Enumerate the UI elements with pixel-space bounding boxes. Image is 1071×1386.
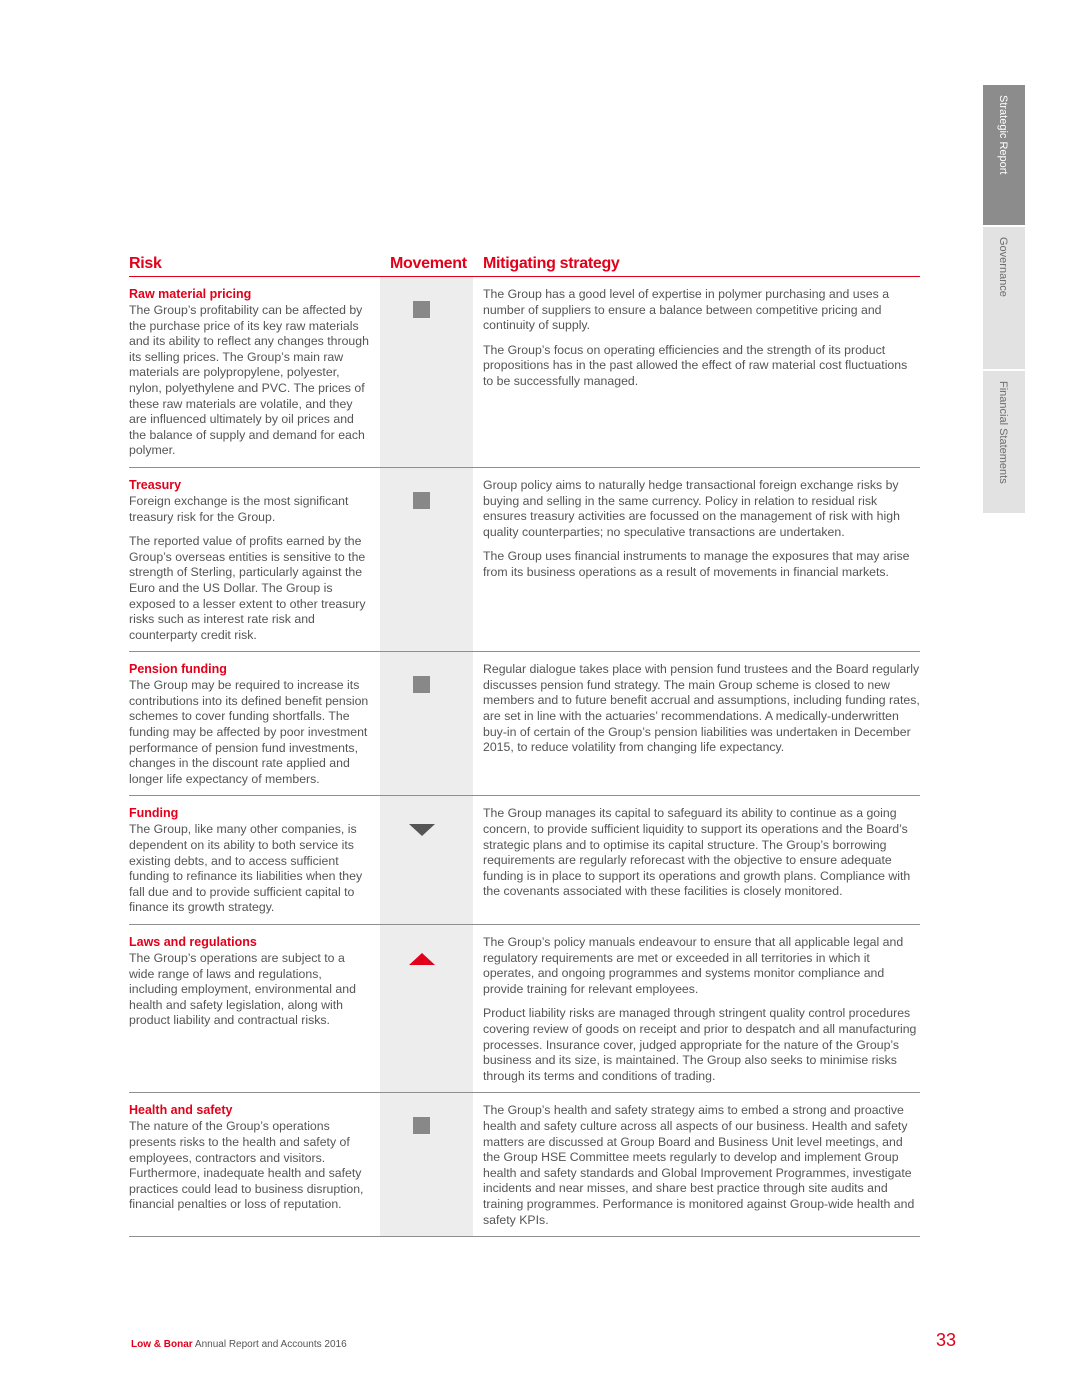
- header-risk: Risk: [129, 255, 162, 272]
- mitigating-cell: [473, 925, 920, 1092]
- mitigating-text: Product liability risks are managed through stringent quality control procedures covering review of goods on receipt and prior to despatch and all manufacturing processes. Insurance cover, judged appropriate for the nature of the Group’s business and its size, is maintained. The Group also seeks to minimise risks through its terms and conditions of trading.: [483, 1006, 917, 1083]
- movement-cell: [380, 1093, 473, 1236]
- risk-title: Raw material pricing: [129, 287, 252, 301]
- footer: [131, 1339, 347, 1350]
- mitigating-text: The Group manages its capital to safeguard its ability to continue as a going concern, to provide sufficient liquidity to support its operations and the Board’s strategic plans and to optimise its capital structure. The Group’s borrowing requirements are regularly reforecast with the objective to ensure adequate funding is in place to support its operations and growth plans. Compliance with the covenants associated with these facilities is closely monitored.: [483, 806, 911, 899]
- mitigating-text: The Group’s health and safety strategy aims to embed a strong and proactive health and safety culture across all aspects of our business. Health and safety matters are discussed at Group Board and Business Unit level meetings, and the Group HSE Committee meets regularly to develop and implement Group health and safety standards and Global Improvement Programmes, investigate incidents and near misses, and share best practice through site audits and training programmes. Performance is monitored against Group-wide health and safety KPIs.: [483, 1103, 915, 1227]
- risk-description: The Group’s profitability can be affected by the purchase price of its key raw materials and its ability to reflect any changes through its selling prices. The Group’s main raw materials are polypropylene, polyester, nylon, polyethylene and PVC. The prices of these raw materials are volatile, and they are influenced ultimately by oil prices and the balance of supply and demand for each polymer.: [129, 303, 369, 458]
- no-change-square-icon: [413, 1117, 430, 1134]
- table-row: [129, 796, 920, 925]
- mitigating-text: The Group’s focus on operating efficiencies and the strength of its product propositions has in the past allowed the effect of raw material cost fluctuations to be successfully managed.: [483, 342, 908, 388]
- risk-title: Pension funding: [129, 662, 227, 677]
- risk-cell: [129, 1093, 372, 1236]
- movement-cell: [380, 468, 473, 651]
- table-body: [129, 277, 920, 1237]
- table-row: [129, 1093, 920, 1237]
- risk-cell: [129, 468, 372, 651]
- risk-table: [129, 252, 920, 1237]
- risk-description: The Group, like many other companies, is dependent on its ability to both service its existing debts, and to access sufficient funding to refinance its liabilities when they fall due and to provide sufficient capital to finance its growth strategy.: [129, 822, 363, 915]
- header-movement: Movement: [390, 255, 467, 272]
- risk-title: Laws and regulations: [129, 935, 257, 949]
- tab-label: Strategic Report: [997, 95, 1009, 175]
- tab-strategic-report[interactable]: [983, 85, 1025, 225]
- header-mitigating-strategy: Mitigating strategy: [483, 255, 620, 272]
- tab-label: Governance: [997, 237, 1009, 297]
- no-change-square-icon: [413, 301, 430, 318]
- mitigating-cell: [473, 277, 920, 467]
- risk-description: The Group may be required to increase its contributions into its defined benefit pension schemes to cover funding shortfalls. The funding may be affected by poor investment performance of pension fund investments, changes in the discount rate applied and longer life expectancy of members.: [129, 678, 369, 786]
- tab-governance[interactable]: [983, 227, 1025, 369]
- risk-title: Treasury: [129, 477, 182, 492]
- tab-label: Financial Statements: [997, 381, 1009, 484]
- risk-cell: [129, 796, 372, 924]
- risk-description: Foreign exchange is the most significant treasury risk for the Group.: [129, 493, 349, 524]
- no-change-square-icon: [413, 492, 430, 509]
- mitigating-text: The Group’s policy manuals endeavour to ensure that all applicable legal and regulatory requirements are met or exceeded in all territories in which it operates, and ongoing programmes and systems monitor compliance and provide training for relevant employees.: [483, 935, 904, 996]
- no-change-square-icon: [413, 676, 430, 693]
- table-header: [129, 252, 920, 277]
- mitigating-cell: [473, 652, 920, 795]
- table-row: [129, 468, 920, 652]
- movement-cell: [380, 652, 473, 795]
- risk-description: The reported value of profits earned by the Group’s overseas entities is sensitive to the strength of Sterling, particularly against the Euro and the US Dollar. The Group is exposed to a lesser extent to other treasury risks such as interest rate risk and counterparty credit risk.: [129, 534, 366, 642]
- mitigating-cell: [473, 1093, 920, 1236]
- table-row: [129, 277, 920, 468]
- mitigating-cell: [473, 468, 920, 651]
- footer-text: Annual Report and Accounts 2016: [192, 1339, 347, 1350]
- mitigating-cell: [473, 796, 920, 924]
- table-row: [129, 652, 920, 796]
- risk-description: The nature of the Group’s operations presents risks to the health and safety of employees, contractors and visitors. Furthermore, inadequate health and safety practices could lead to business disruption, financial penalties or loss of reputation.: [129, 1119, 364, 1212]
- mitigating-text: Regular dialogue takes place with pension fund trustees and the Board regularly discusses pension fund strategy. The main Group scheme is closed to new members and to future benefit accrual and assumptions, including funding rates, are set in line with the actuaries’ recommendations. A medically-underwritten buy-in of certain of the Group’s pension liabilities was undertaken in December 2015, to reduce volatility from changing life expectancy.: [483, 662, 920, 755]
- mitigating-text: The Group has a good level of expertise in polymer purchasing and uses a number of suppliers to ensure a balance between competitive pricing and continuity of supply.: [483, 287, 890, 333]
- risk-title: Funding: [129, 806, 179, 821]
- page-number: 33: [936, 1330, 957, 1350]
- mitigating-text: The Group uses financial instruments to manage the exposures that may arise from its business operations as a result of movements in financial markets.: [483, 549, 910, 579]
- risk-cell: [129, 652, 372, 795]
- movement-cell: [380, 277, 473, 467]
- increase-triangle-icon: [409, 953, 435, 965]
- decrease-triangle-icon: [409, 824, 435, 836]
- tab-financial-statements[interactable]: [983, 371, 1025, 513]
- movement-cell: [380, 925, 473, 1092]
- table-row: [129, 925, 920, 1093]
- risk-title: Health and safety: [129, 1103, 233, 1118]
- risk-description: The Group’s operations are subject to a wide range of laws and regulations, including employment, environmental and health and safety legislation, along with product liability and contractual risks.: [129, 951, 356, 1028]
- movement-cell: [380, 796, 473, 924]
- mitigating-text: Group policy aims to naturally hedge transactional foreign exchange risks by buying and selling in the same currency. Policy in relation to residual risk ensures treasury activities are focussed on the management of risk with high quality counterparties; no speculative transactions are undertaken.: [483, 477, 900, 539]
- footer-brand: Low & Bonar: [131, 1339, 193, 1350]
- risk-cell: [129, 925, 372, 1092]
- risk-cell: [129, 277, 372, 467]
- section-tabs: [983, 85, 1025, 515]
